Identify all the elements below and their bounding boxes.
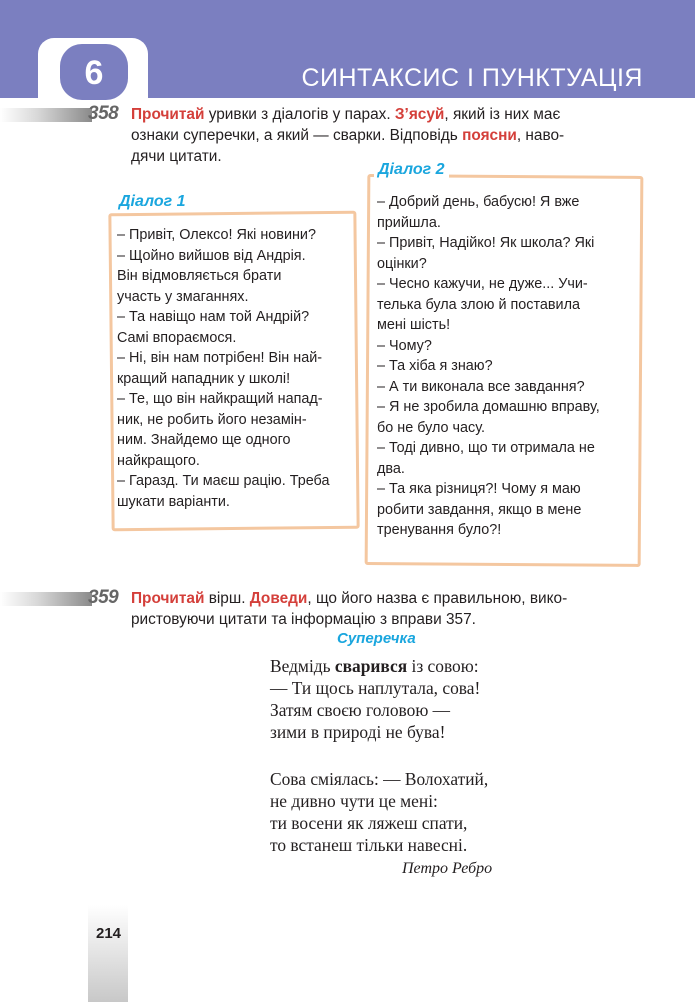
dialog-1-title: Діалог 1 xyxy=(115,193,190,211)
dialog-replica-line: – Добрий день, бабусю! Я вже xyxy=(377,194,580,210)
task-line-1 xyxy=(131,104,651,125)
dialog-replica-line: Самі впораємося. xyxy=(117,329,237,346)
task-text: ознаки суперечки, а який — сварки. Відповідь xyxy=(131,127,463,144)
chapter-title: СИНТАКСИС І ПУНКТУАЦІЯ xyxy=(301,64,643,92)
dialog-replica-line: тренування було?! xyxy=(377,522,502,538)
task-text: , який із них має xyxy=(444,106,561,123)
poem-stanza-1 xyxy=(270,655,480,743)
dialog-replica-line: мені шість! xyxy=(377,317,451,333)
poem-author: Петро Ребро xyxy=(402,860,493,877)
dialog-replica xyxy=(117,225,349,246)
dialog-replica-line: два. xyxy=(377,460,405,477)
dialog-replica xyxy=(117,389,349,471)
poem-title: Суперечка xyxy=(337,630,416,647)
dialog-replica xyxy=(117,246,349,308)
dialog-replica-line: – Привіт, Надійко! Як школа? Які xyxy=(377,235,595,251)
dialog-replica-line: – Я не зробила домашню вправу, xyxy=(377,399,600,415)
poem-line: не дивно чути це мені: xyxy=(270,791,438,811)
dialog-replica-line: робити завдання, якщо в мене xyxy=(377,501,582,518)
poem-line: зими в природі не бува! xyxy=(270,722,446,742)
dialog-replica-line: – А ти виконала все завдання? xyxy=(377,378,585,395)
dialog-replica-line: – Та навіщо нам той Андрій? xyxy=(117,309,310,325)
dialog-replica xyxy=(117,348,349,389)
dialog-replica-line: участь у змаганнях. xyxy=(117,288,249,305)
exercise-358-number: 358 xyxy=(88,103,119,124)
dialog-replica-line: – Гаразд. Ти маєш рацію. Треба xyxy=(117,473,330,489)
task-line-1 xyxy=(131,588,651,609)
poem-bold-word: сварився xyxy=(334,656,408,676)
keyword-explain: поясни xyxy=(462,127,517,144)
dialog-replica-line: – Тоді дивно, що ти отримала не xyxy=(377,440,595,456)
poem-text: із совою: xyxy=(407,656,479,676)
dialog-replica-line: – Чесно кажучи, не дуже... Учи- xyxy=(377,276,588,292)
dialog-replica xyxy=(117,471,349,512)
task-line-2: ристовуючи цитати та інформацію з вправи 357. xyxy=(131,611,476,628)
dialog-replica xyxy=(377,233,633,274)
dialog-replica xyxy=(377,192,633,233)
dialog-replica-line: шукати варіанти. xyxy=(117,493,230,510)
dialog-replica xyxy=(377,274,633,336)
exercise-358-bar xyxy=(0,108,92,122)
dialog-replica xyxy=(117,307,349,348)
poem-line: то встанеш тільки навесні. xyxy=(270,835,468,855)
task-line-3: дячи цитати. xyxy=(131,148,222,165)
dialog-replica-line: Він відмовляється брати xyxy=(117,268,282,284)
dialog-replica-line: – Те, що він найкращий напад- xyxy=(117,391,323,407)
dialog-replica-line: – Чому? xyxy=(377,337,432,354)
dialog-replica-line: бо не було часу. xyxy=(377,419,486,436)
poem-line: Затям своєю головою — xyxy=(270,700,451,720)
page-number-strip xyxy=(88,905,128,1002)
chapter-number-badge: 6 xyxy=(60,44,128,100)
task-line-2 xyxy=(131,125,651,146)
dialog-1-body xyxy=(117,225,349,512)
dialog-replica xyxy=(377,438,633,479)
page-number: 214 xyxy=(96,925,122,942)
poem-stanza-2 xyxy=(270,768,488,856)
poem-line: — Ти щось наплутала, сова! xyxy=(270,678,481,698)
dialog-replica xyxy=(377,356,633,377)
keyword-read: Прочитай xyxy=(131,590,205,607)
dialog-replica xyxy=(377,377,633,398)
dialog-replica-line: – Привіт, Олексо! Які новини? xyxy=(117,227,316,243)
task-text: вірш. xyxy=(204,590,250,607)
dialog-replica xyxy=(377,397,633,438)
poem-line xyxy=(270,655,480,677)
dialog-replica-line: – Та яка різниця?! Чому я маю xyxy=(377,481,581,497)
dialog-2-title: Діалог 2 xyxy=(374,161,449,179)
task-text: уривки з діалогів у парах. xyxy=(204,106,395,123)
dialog-replica-line: – Ні, він нам потрібен! Він най- xyxy=(117,350,323,366)
exercise-359-bar xyxy=(0,592,92,606)
poem-text: Ведмідь xyxy=(270,656,335,676)
dialog-replica xyxy=(377,479,633,541)
dialog-replica xyxy=(377,336,633,357)
dialog-replica-line: – Щойно вийшов від Андрія. xyxy=(117,247,306,264)
exercise-358-task xyxy=(131,104,651,167)
exercise-359-task xyxy=(131,588,651,630)
poem-line: ти восени як ляжеш спати, xyxy=(270,813,468,833)
dialog-replica-line: прийшла. xyxy=(377,214,441,231)
dialog-replica-line: найкращого. xyxy=(117,452,200,469)
dialog-replica-line: – Та хіба я знаю? xyxy=(377,358,493,374)
dialog-2-body xyxy=(377,192,633,541)
poem-line: Сова сміялась: — Волохатий, xyxy=(270,769,489,789)
task-text: , що його назва є правильною, вико- xyxy=(307,590,568,607)
dialog-replica-line: ник, не робить його незамін- xyxy=(117,411,307,428)
dialog-replica-line: ним. Знайдемо ще одного xyxy=(117,432,291,448)
dialog-replica-line: оцінки? xyxy=(377,255,427,272)
dialog-replica-line: кращий нападник у школі! xyxy=(117,370,291,387)
keyword-read: Прочитай xyxy=(131,106,205,123)
keyword-find-out: З’ясуй xyxy=(394,106,445,123)
exercise-359-number: 359 xyxy=(88,587,119,608)
keyword-prove: Доведи xyxy=(249,590,308,607)
task-text: , наво- xyxy=(516,127,565,144)
dialog-replica-line: телька була злою й поставила xyxy=(377,296,580,313)
